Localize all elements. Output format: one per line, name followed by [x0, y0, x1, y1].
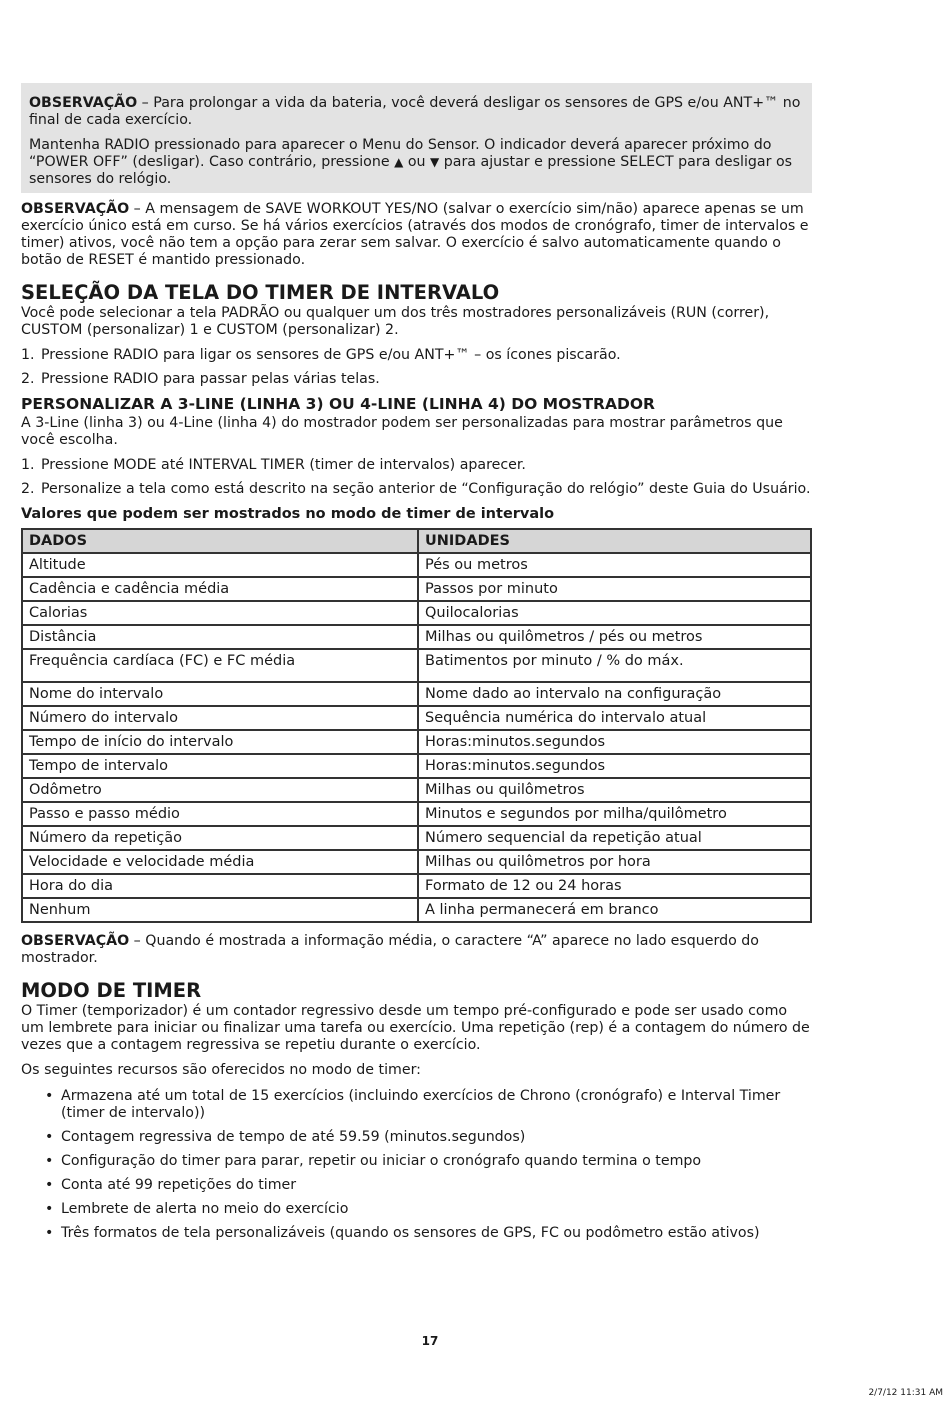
table-row	[22, 601, 811, 625]
cell-data: Hora do dia	[22, 874, 418, 898]
section-intro: O Timer (temporizador) é um contador regressivo desde um tempo pré-configurado e pode ser usado como um lembrete para iniciar ou finalizar uma tarefa ou exercício. Uma repetição (rep) é a contagem do número de vezes que a contagem regressiva se repetiu durante o exercício.	[21, 1003, 810, 1053]
table-row	[22, 682, 811, 706]
table-row	[22, 706, 811, 730]
table-row	[22, 826, 811, 850]
features-list	[21, 1088, 812, 1242]
values-table	[21, 528, 812, 923]
step-list	[21, 347, 812, 388]
page-number: 17	[421, 1334, 439, 1348]
list-item	[21, 1201, 812, 1218]
table-row	[22, 778, 811, 802]
list-item-text: Armazena até um total de 15 exercícios (incluindo exercícios de Chrono (cronógrafo) e Interval Timer (timer de intervalo))	[61, 1088, 781, 1121]
cell-units: Passos por minuto	[418, 577, 811, 601]
cell-data: Velocidade e velocidade média	[22, 850, 418, 874]
step-number: 1.	[21, 457, 35, 473]
step-number: 2.	[21, 371, 35, 387]
table-row	[22, 577, 811, 601]
note-text: – A mensagem de SAVE WORKOUT YES/NO (salvar o exercício sim/não) aparece apenas se um exercício único está em curso. Se há vários exercícios (através dos modos de cronógrafo, timer de intervalos e timer) ativos, você não tem a opção para zerar sem salvar. O exercício é salvo automaticamente quando o botão de RESET é mantido pressionado.	[21, 201, 809, 268]
instruction-text-c: para ajustar e pressione SELECT para desligar os sensores do relógio.	[29, 154, 793, 187]
step-number: 2.	[21, 481, 35, 497]
table-row	[22, 649, 811, 682]
cell-units: Minutos e segundos por milha/quilômetro	[418, 802, 811, 826]
header-data: DADOS	[22, 529, 418, 553]
cell-units: Pés ou metros	[418, 553, 811, 577]
cell-units: Sequência numérica do intervalo atual	[418, 706, 811, 730]
list-item	[21, 1129, 812, 1146]
step-text: Pressione MODE até INTERVAL TIMER (timer de intervalos) aparecer.	[41, 457, 526, 473]
step-text: Pressione RADIO para passar pelas várias telas.	[41, 371, 380, 387]
print-timestamp: 2/7/12 11:31 AM	[868, 1388, 943, 1398]
down-arrow-icon: ▼	[430, 155, 440, 169]
cell-data: Número do intervalo	[22, 706, 418, 730]
bullet-icon: •	[45, 1129, 54, 1145]
table-row	[22, 850, 811, 874]
bullet-icon: •	[45, 1225, 54, 1241]
step-text: Personalize a tela como está descrito na seção anterior de “Configuração do relógio” deste Guia do Usuário.	[41, 481, 811, 497]
list-item	[21, 1177, 812, 1194]
cell-data: Odômetro	[22, 778, 418, 802]
save-workout-note	[21, 201, 812, 269]
note-text: – Quando é mostrada a informação média, o caractere “A” aparece no lado esquerdo do mostrador.	[21, 933, 759, 966]
list-item	[21, 1153, 812, 1170]
cell-units: Milhas ou quilômetros / pés ou metros	[418, 625, 811, 649]
table-header-row	[22, 529, 811, 553]
table-row	[22, 874, 811, 898]
cell-data: Calorias	[22, 601, 418, 625]
list-item-text: Contagem regressiva de tempo de até 59.59 (minutos.segundos)	[61, 1129, 526, 1145]
cell-data: Frequência cardíaca (FC) e FC média	[22, 649, 418, 682]
list-item-text: Lembrete de alerta no meio do exercício	[61, 1201, 349, 1217]
cell-units: Nome dado ao intervalo na configuração	[418, 682, 811, 706]
step-item	[21, 457, 812, 474]
cell-units: Milhas ou quilômetros	[418, 778, 811, 802]
bullet-icon: •	[45, 1153, 54, 1169]
table-row	[22, 802, 811, 826]
instruction-text-b: ou	[403, 154, 431, 170]
step-item	[21, 347, 812, 364]
average-info-note	[21, 933, 812, 967]
table-row	[22, 898, 811, 922]
note-label: OBSERVAÇÃO	[21, 201, 130, 217]
note-label: OBSERVAÇÃO	[29, 95, 138, 111]
cell-units: Quilocalorias	[418, 601, 811, 625]
bullet-icon: •	[45, 1201, 54, 1217]
page-content	[21, 83, 812, 1249]
table-caption: Valores que podem ser mostrados no modo de timer de intervalo	[21, 506, 555, 522]
bullet-icon: •	[45, 1088, 54, 1104]
section-heading-customize: PERSONALIZAR A 3-LINE (LINHA 3) OU 4-LINE (LINHA 4) DO MOSTRADOR	[21, 395, 655, 413]
step-list	[21, 457, 812, 498]
cell-data: Número da repetição	[22, 826, 418, 850]
features-lead: Os seguintes recursos são oferecidos no modo de timer:	[21, 1062, 421, 1078]
cell-units: Horas:minutos.segundos	[418, 730, 811, 754]
cell-data: Nome do intervalo	[22, 682, 418, 706]
cell-units: Formato de 12 ou 24 horas	[418, 874, 811, 898]
step-item	[21, 371, 812, 388]
list-item	[21, 1225, 812, 1242]
cell-units: Horas:minutos.segundos	[418, 754, 811, 778]
section-heading-timer-mode: MODO DE TIMER	[21, 979, 202, 1002]
list-item-text: Conta até 99 repetições do timer	[61, 1177, 297, 1193]
cell-data: Passo e passo médio	[22, 802, 418, 826]
step-item	[21, 481, 812, 498]
header-units: UNIDADES	[418, 529, 811, 553]
cell-data: Cadência e cadência média	[22, 577, 418, 601]
section-intro: A 3-Line (linha 3) ou 4-Line (linha 4) do mostrador podem ser personalizadas para mostrar parâmetros que você escolha.	[21, 415, 783, 448]
cell-data: Altitude	[22, 553, 418, 577]
step-text: Pressione RADIO para ligar os sensores de GPS e/ou ANT+™ – os ícones piscarão.	[41, 347, 621, 363]
battery-note-box	[21, 83, 812, 193]
cell-data: Nenhum	[22, 898, 418, 922]
table-row	[22, 553, 811, 577]
list-item-text: Três formatos de tela personalizáveis (quando os sensores de GPS, FC ou podômetro estão ativos)	[61, 1225, 760, 1241]
cell-units: Milhas ou quilômetros por hora	[418, 850, 811, 874]
cell-units: Batimentos por minuto / % do máx.	[418, 649, 811, 682]
note-text: – Para prolongar a vida da bateria, você deverá desligar os sensores de GPS e/ou ANT+™ no final de cada exercício.	[29, 95, 801, 128]
list-item-text: Configuração do timer para parar, repetir ou iniciar o cronógrafo quando termina o tempo	[61, 1153, 702, 1169]
bullet-icon: •	[45, 1177, 54, 1193]
up-arrow-icon: ▲	[394, 155, 404, 169]
section-heading-screen-selection: SELEÇÃO DA TELA DO TIMER DE INTERVALO	[21, 281, 500, 304]
cell-units: A linha permanecerá em branco	[418, 898, 811, 922]
table-row	[22, 730, 811, 754]
cell-data: Tempo de intervalo	[22, 754, 418, 778]
step-number: 1.	[21, 347, 35, 363]
battery-note	[29, 95, 804, 129]
instruction-text-a: Mantenha RADIO pressionado para aparecer o Menu do Sensor. O indicador deverá aparecer próximo do “POWER OFF” (desligar). Caso contrário, pressione	[29, 137, 772, 170]
cell-data: Tempo de início do intervalo	[22, 730, 418, 754]
note-label: OBSERVAÇÃO	[21, 933, 130, 949]
cell-units: Número sequencial da repetição atual	[418, 826, 811, 850]
table-row	[22, 754, 811, 778]
cell-data: Distância	[22, 625, 418, 649]
section-intro: Você pode selecionar a tela PADRÃO ou qualquer um dos três mostradores personalizáveis (RUN (correr), CUSTOM (personalizar) 1 e CUSTOM (personalizar) 2.	[21, 305, 770, 338]
table-row	[22, 625, 811, 649]
list-item	[21, 1088, 812, 1122]
sensor-menu-instructions	[29, 137, 804, 188]
